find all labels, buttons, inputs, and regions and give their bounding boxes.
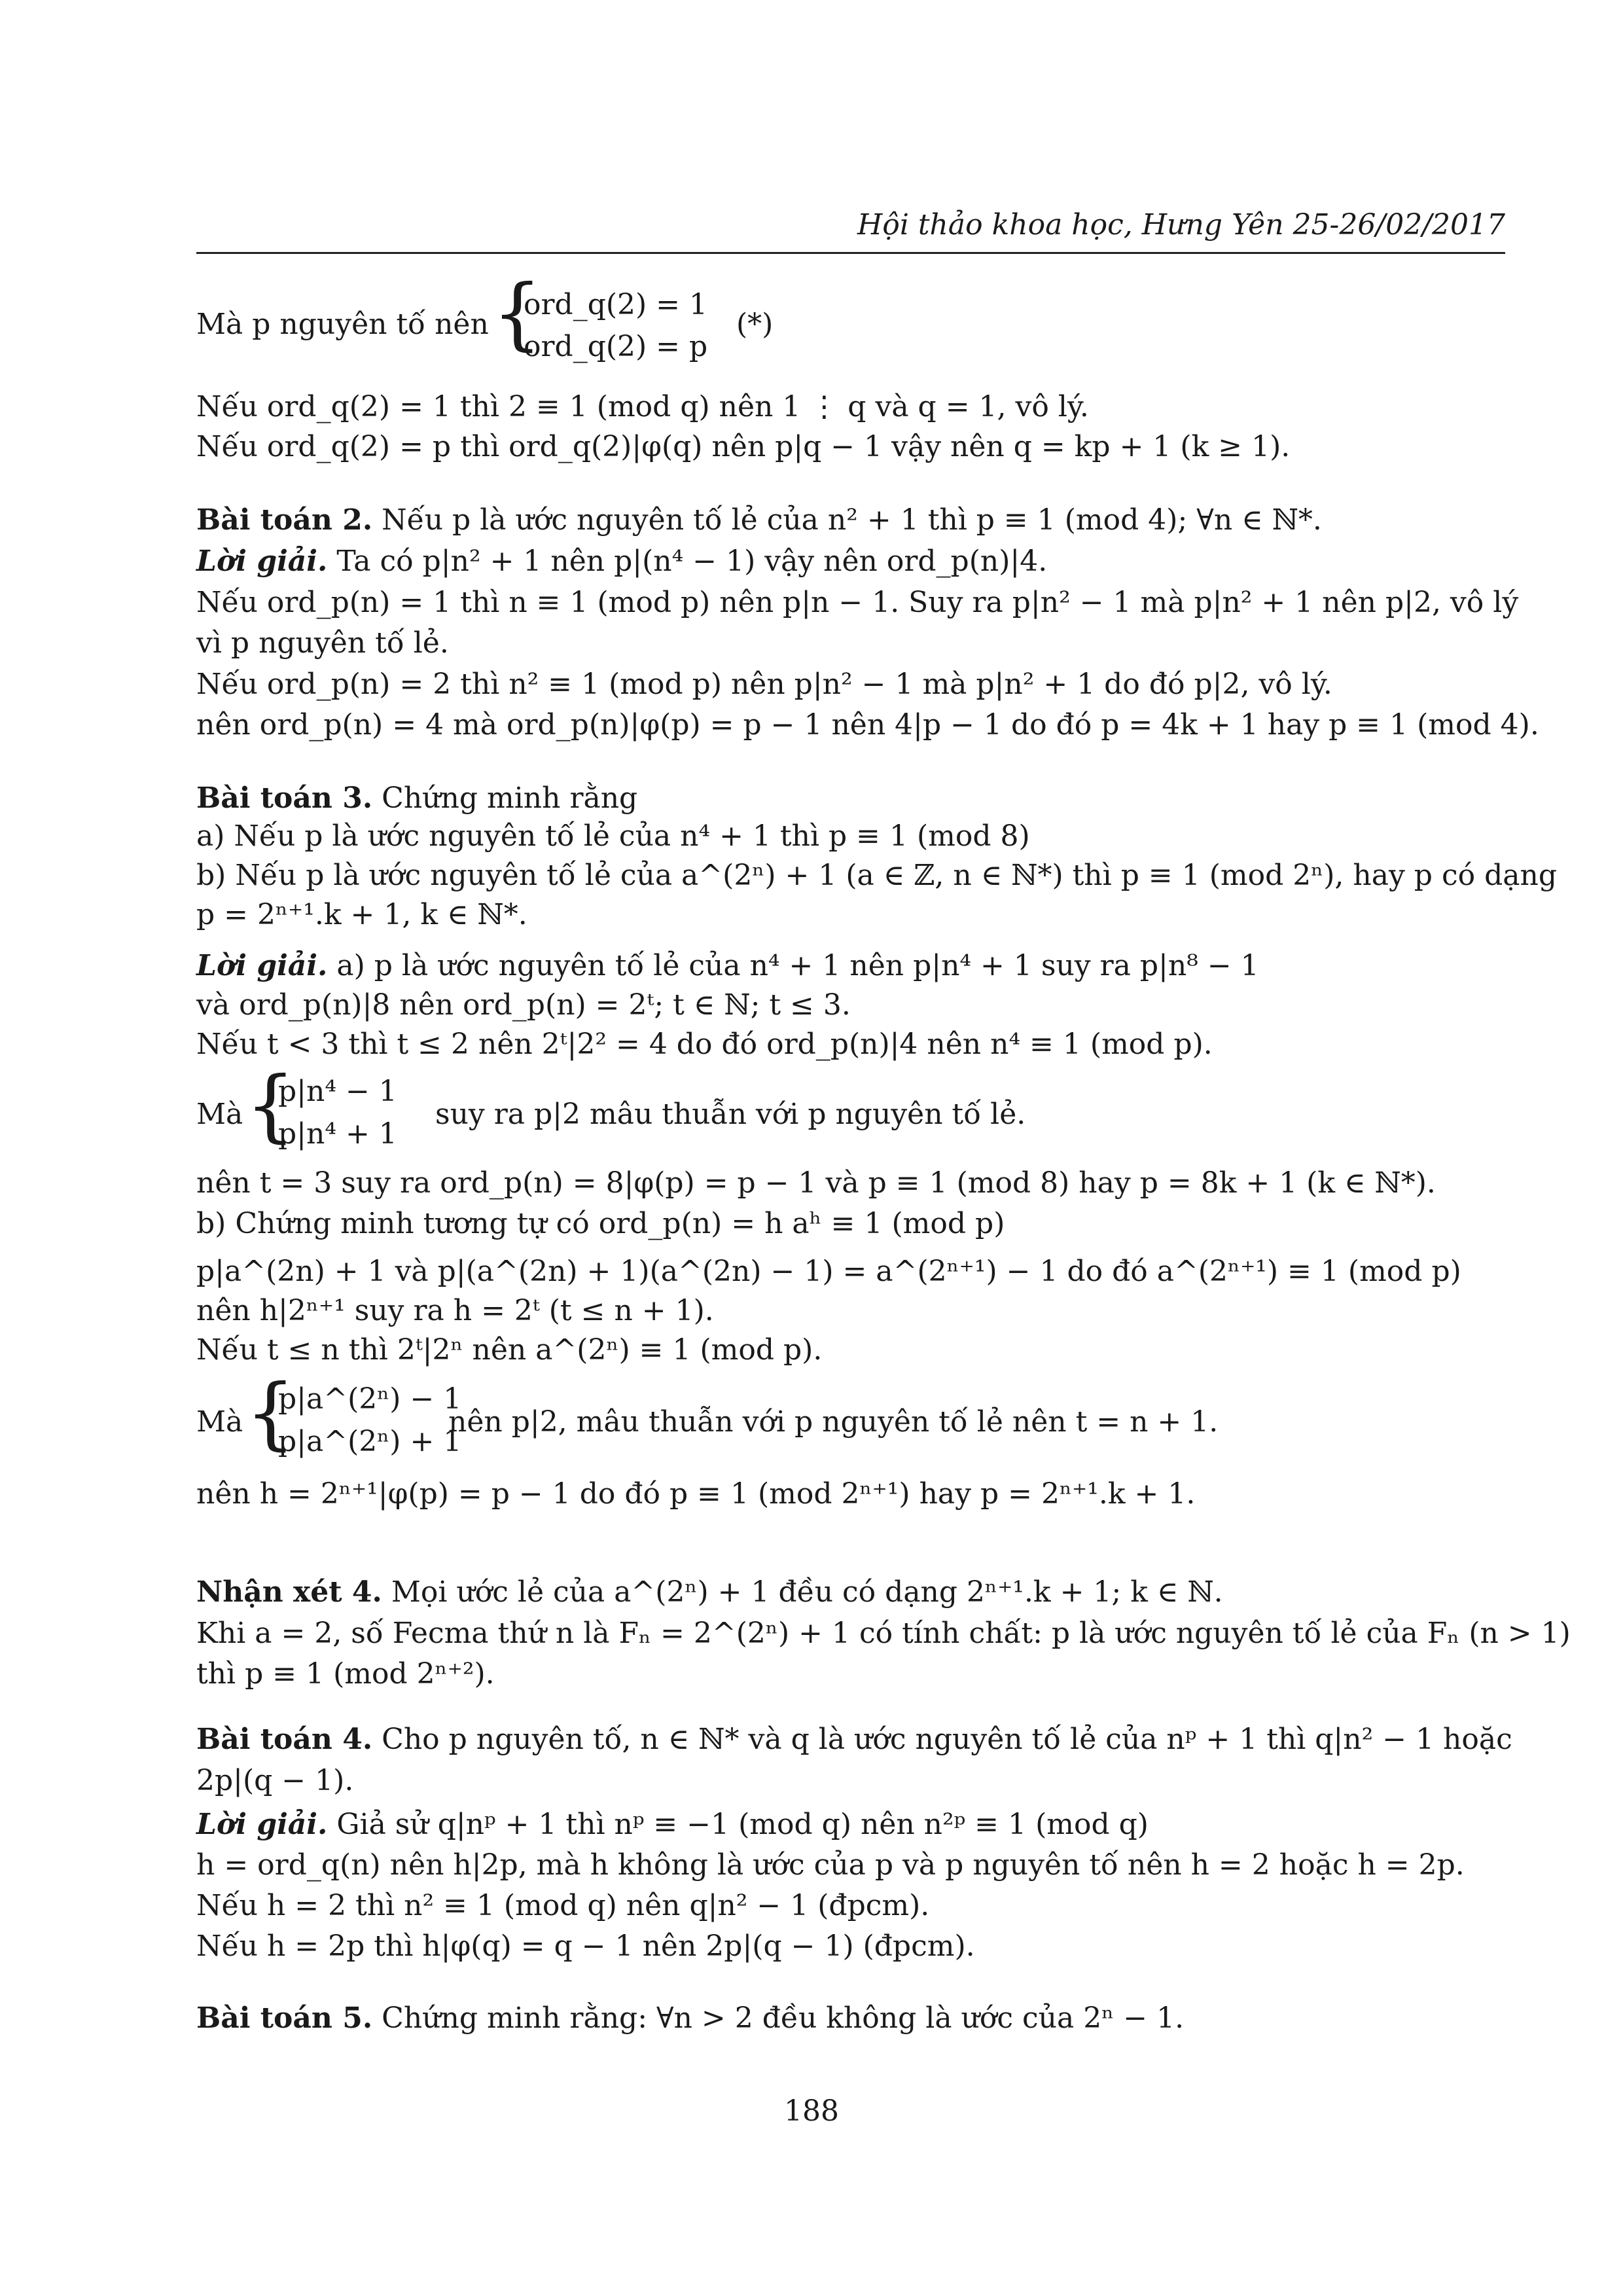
text-line: h = ord_q(n) nên h|2p, mà h không là ước của p và p nguyên tố nên h = 2 hoặc h = 2p.	[196, 1848, 1465, 1882]
problem-title: Bài toán 5.	[196, 2001, 373, 2035]
remark-4	[196, 1574, 1223, 1611]
system-eq-1: ord_q(2) = 1	[524, 288, 708, 321]
system-tail: suy ra p|2 mâu thuẫn với p nguyên tố lẻ.	[435, 1098, 1026, 1131]
left-brace: {	[492, 268, 543, 359]
remark-title: Nhận xét 4.	[196, 1575, 382, 1609]
problem-text: Cho p nguyên tố, n ∈ ℕ* và q là ước nguyên tố lẻ của nᵖ + 1 thì q|n² − 1 hoặc	[382, 1723, 1512, 1756]
text-line: và ord_p(n)|8 nên ord_p(n) = 2ᵗ; t ∈ ℕ; t ≤ 3.	[196, 988, 851, 1022]
equation-tag: (*)	[736, 308, 774, 341]
text-line: 2p|(q − 1).	[196, 1764, 354, 1797]
text-line: nên ord_p(n) = 4 mà ord_p(n)|φ(p) = p − 1 nên 4|p − 1 do đó p = 4k + 1 hay p ≡ 1 (mod 4).	[196, 708, 1539, 742]
solution-label: Lời giải.	[196, 949, 328, 982]
system-eq-1: p|a^(2ⁿ) − 1	[278, 1382, 462, 1416]
system-lead: Mà	[196, 1098, 243, 1131]
text-line: Nếu ord_q(2) = p thì ord_q(2)|φ(q) nên p|q − 1 vậy nên q = kp + 1 (k ≥ 1).	[196, 430, 1291, 463]
problem-title: Bài toán 3.	[196, 781, 373, 815]
solution-text: a) p là ước nguyên tố lẻ của n⁴ + 1 nên p|n⁴ + 1 suy ra p|n⁸ − 1	[336, 949, 1259, 982]
text-line: thì p ≡ 1 (mod 2ⁿ⁺²).	[196, 1657, 495, 1691]
problem-text: Chứng minh rằng: ∀n > 2 đều không là ước của 2ⁿ − 1.	[382, 2001, 1185, 2035]
system-eq-2: ord_q(2) = p	[524, 330, 708, 363]
solution-line	[196, 543, 1047, 580]
text-line: Nếu t < 3 thì t ≤ 2 nên 2ᵗ|2² = 4 do đó ord_p(n)|4 nên n⁴ ≡ 1 (mod p).	[196, 1028, 1213, 1061]
text-line: Khi a = 2, số Fecma thứ n là Fₙ = 2^(2ⁿ) + 1 có tính chất: p là ước nguyên tố lẻ của Fₙ (n > 1)	[196, 1617, 1571, 1650]
header-rule	[196, 252, 1505, 254]
text-line: p = 2ⁿ⁺¹.k + 1, k ∈ ℕ*.	[196, 898, 527, 931]
text-line: b) Nếu p là ước nguyên tố lẻ của a^(2ⁿ) + 1 (a ∈ ℤ, n ∈ ℕ*) thì p ≡ 1 (mod 2ⁿ), hay p có dạng	[196, 859, 1557, 892]
problem-title: Bài toán 4.	[196, 1723, 373, 1756]
system-eq-2: p|a^(2ⁿ) + 1	[278, 1425, 462, 1458]
text-line: nên h = 2ⁿ⁺¹|φ(p) = p − 1 do đó p ≡ 1 (mod 2ⁿ⁺¹) hay p = 2ⁿ⁺¹.k + 1.	[196, 1477, 1196, 1511]
text-line: b) Chứng minh tương tự có ord_p(n) = h aʰ ≡ 1 (mod p)	[196, 1207, 1005, 1240]
text-line: Nếu ord_p(n) = 2 thì n² ≡ 1 (mod p) nên p|n² − 1 mà p|n² + 1 do đó p|2, vô lý.	[196, 668, 1332, 701]
system-lead: Mà p nguyên tố nên	[196, 308, 489, 341]
text-line: nên h|2ⁿ⁺¹ suy ra h = 2ᵗ (t ≤ n + 1).	[196, 1294, 714, 1327]
system-eq-2: p|n⁴ + 1	[278, 1117, 397, 1151]
solution-label: Lời giải.	[196, 545, 328, 578]
text-line: nên t = 3 suy ra ord_p(n) = 8|φ(p) = p − 1 và p ≡ 1 (mod 8) hay p = 8k + 1 (k ∈ ℕ*).	[196, 1166, 1436, 1200]
problem-text: Nếu p là ước nguyên tố lẻ của n² + 1 thì p ≡ 1 (mod 4); ∀n ∈ ℕ*.	[382, 503, 1322, 537]
solution-line	[196, 948, 1259, 984]
system-tail: nên p|2, mâu thuẫn với p nguyên tố lẻ nên t = n + 1.	[448, 1405, 1219, 1439]
system-eq-1: p|n⁴ − 1	[278, 1075, 397, 1108]
running-header: Hội thảo khoa học, Hưng Yên 25-26/02/2017	[857, 208, 1505, 242]
problem-2	[196, 502, 1322, 539]
text-line: Nếu h = 2p thì h|φ(q) = q − 1 nên 2p|(q − 1) (đpcm).	[196, 1929, 975, 1963]
text-line: p|a^(2n) + 1 và p|(a^(2n) + 1)(a^(2n) − 1) = a^(2ⁿ⁺¹) − 1 do đó a^(2ⁿ⁺¹) ≡ 1 (mod p)	[196, 1255, 1461, 1288]
problem-4	[196, 1721, 1512, 1758]
solution-line	[196, 1806, 1149, 1843]
system-lead: Mà	[196, 1405, 243, 1439]
page-number: 188	[784, 2094, 839, 2128]
left-brace: {	[245, 1368, 296, 1459]
problem-3	[196, 780, 637, 817]
text-line: Nếu t ≤ n thì 2ᵗ|2ⁿ nên a^(2ⁿ) ≡ 1 (mod p).	[196, 1333, 823, 1367]
problem-title: Bài toán 2.	[196, 503, 373, 537]
left-brace: {	[245, 1060, 296, 1151]
text-line: a) Nếu p là ước nguyên tố lẻ của n⁴ + 1 thì p ≡ 1 (mod 8)	[196, 819, 1030, 853]
solution-text: Giả sử q|nᵖ + 1 thì nᵖ ≡ −1 (mod q) nên n²ᵖ ≡ 1 (mod q)	[336, 1808, 1149, 1841]
text-line: Nếu ord_q(2) = 1 thì 2 ≡ 1 (mod q) nên 1 ⋮ q và q = 1, vô lý.	[196, 390, 1089, 423]
text-line: vì p nguyên tố lẻ.	[196, 626, 449, 660]
problem-text: Chứng minh rằng	[382, 781, 638, 815]
text-line: Nếu ord_p(n) = 1 thì n ≡ 1 (mod p) nên p|n − 1. Suy ra p|n² − 1 mà p|n² + 1 nên p|2, vô lý	[196, 586, 1519, 619]
problem-5	[196, 2000, 1184, 2037]
text-line: Nếu h = 2 thì n² ≡ 1 (mod q) nên q|n² − 1 (đpcm).	[196, 1889, 930, 1922]
solution-text: Ta có p|n² + 1 nên p|(n⁴ − 1) vậy nên ord_p(n)|4.	[336, 545, 1048, 578]
remark-text: Mọi ước lẻ của a^(2ⁿ) + 1 đều có dạng 2ⁿ⁺¹.k + 1; k ∈ ℕ.	[391, 1575, 1223, 1609]
solution-label: Lời giải.	[196, 1808, 328, 1841]
